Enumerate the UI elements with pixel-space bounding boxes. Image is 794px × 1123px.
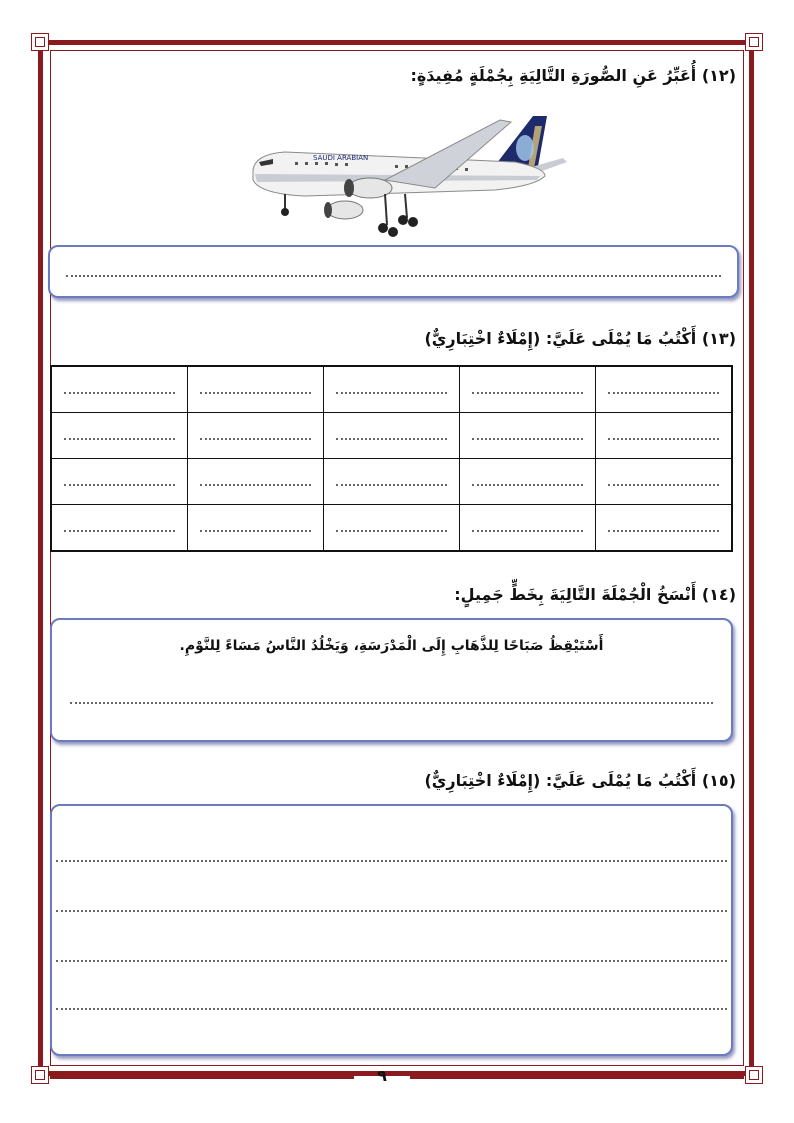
grid-cell[interactable] — [596, 413, 732, 459]
q14-answer-line[interactable] — [70, 702, 713, 704]
grid-cell[interactable] — [51, 413, 187, 459]
grid-cell[interactable] — [460, 459, 596, 505]
q13-dictation-grid — [50, 365, 733, 552]
grid-cell[interactable] — [460, 413, 596, 459]
grid-row — [51, 505, 732, 552]
cell-answer-line — [472, 438, 583, 440]
q15-heading: (١٥) أَكْتُبُ مَا يُمْلَى عَلَيَّ: (إِمْلَاءٌ اخْتِبَارِيٌّ) — [424, 771, 736, 790]
q15-answer-line[interactable] — [56, 960, 727, 962]
q13-heading: (١٣) أَكْتُبُ مَا يُمْلَى عَلَيَّ: (إِمْلَاءٌ اخْتِبَارِيٌّ) — [424, 329, 736, 348]
grid-cell[interactable] — [187, 459, 323, 505]
q12-answer-box[interactable] — [48, 245, 739, 298]
cell-answer-line — [608, 392, 719, 394]
grid-cell[interactable] — [323, 413, 459, 459]
q15-answer-box — [50, 804, 733, 1056]
q15-answer-line[interactable] — [56, 1008, 727, 1010]
cell-answer-line — [336, 530, 447, 532]
cell-answer-line — [336, 438, 447, 440]
q14-sentence: أَسْتَيْقِظُ صَبَاحًا لِلذَّهَابِ إِلَى الْمَدْرَسَةِ، وَيَخْلُدُ النَّاسُ مَسَاءً لِلنَّوْمِ. — [179, 638, 604, 654]
cell-answer-line — [64, 392, 175, 394]
cell-answer-line — [608, 484, 719, 486]
footer-rule-left — [50, 1075, 354, 1079]
grid-cell[interactable] — [51, 505, 187, 552]
grid-cell[interactable] — [460, 366, 596, 413]
q12-heading: (١٢) أُعَبِّرُ عَنِ الصُّورَةِ التَّالِيَةِ بِجُمْلَةٍ مُفِيدَةٍ: — [410, 66, 736, 85]
cell-answer-line — [64, 438, 175, 440]
grid-cell[interactable] — [596, 459, 732, 505]
cell-answer-line — [336, 484, 447, 486]
grid-cell[interactable] — [51, 366, 187, 413]
cell-answer-line — [472, 484, 583, 486]
grid-row — [51, 366, 732, 413]
grid-cell[interactable] — [596, 505, 732, 552]
q14-copy-box — [50, 618, 733, 742]
cell-answer-line — [472, 530, 583, 532]
grid-cell[interactable] — [323, 459, 459, 505]
corner-ornament-top-left — [31, 33, 49, 51]
q12-answer-line — [66, 275, 721, 277]
cell-answer-line — [336, 392, 447, 394]
grid-cell[interactable] — [323, 366, 459, 413]
cell-answer-line — [608, 530, 719, 532]
airplane-image — [245, 110, 570, 242]
grid-cell[interactable] — [51, 459, 187, 505]
grid-cell[interactable] — [460, 505, 596, 552]
grid-cell[interactable] — [323, 505, 459, 552]
q15-answer-line[interactable] — [56, 910, 727, 912]
corner-ornament-bottom-right — [745, 1066, 763, 1084]
grid-cell[interactable] — [187, 505, 323, 552]
cell-answer-line — [200, 392, 311, 394]
grid-cell[interactable] — [187, 413, 323, 459]
airplane-livery-text: SAUDI ARABIAN — [313, 154, 369, 162]
grid-row — [51, 413, 732, 459]
corner-ornament-top-right — [745, 33, 763, 51]
corner-ornament-bottom-left — [31, 1066, 49, 1084]
cell-answer-line — [64, 484, 175, 486]
cell-answer-line — [200, 484, 311, 486]
cell-answer-line — [200, 438, 311, 440]
footer-rule-right — [410, 1075, 744, 1079]
cell-answer-line — [64, 530, 175, 532]
q14-heading: (١٤) أَنْسَخُ الْجُمْلَةَ التَّالِيَةَ بِخَطٍّ جَمِيلٍ: — [454, 585, 736, 604]
q15-answer-line[interactable] — [56, 860, 727, 862]
grid-cell[interactable] — [187, 366, 323, 413]
grid-row — [51, 459, 732, 505]
page-number: ٩ — [377, 1066, 387, 1085]
cell-answer-line — [608, 438, 719, 440]
grid-cell[interactable] — [596, 366, 732, 413]
cell-answer-line — [472, 392, 583, 394]
cell-answer-line — [200, 530, 311, 532]
